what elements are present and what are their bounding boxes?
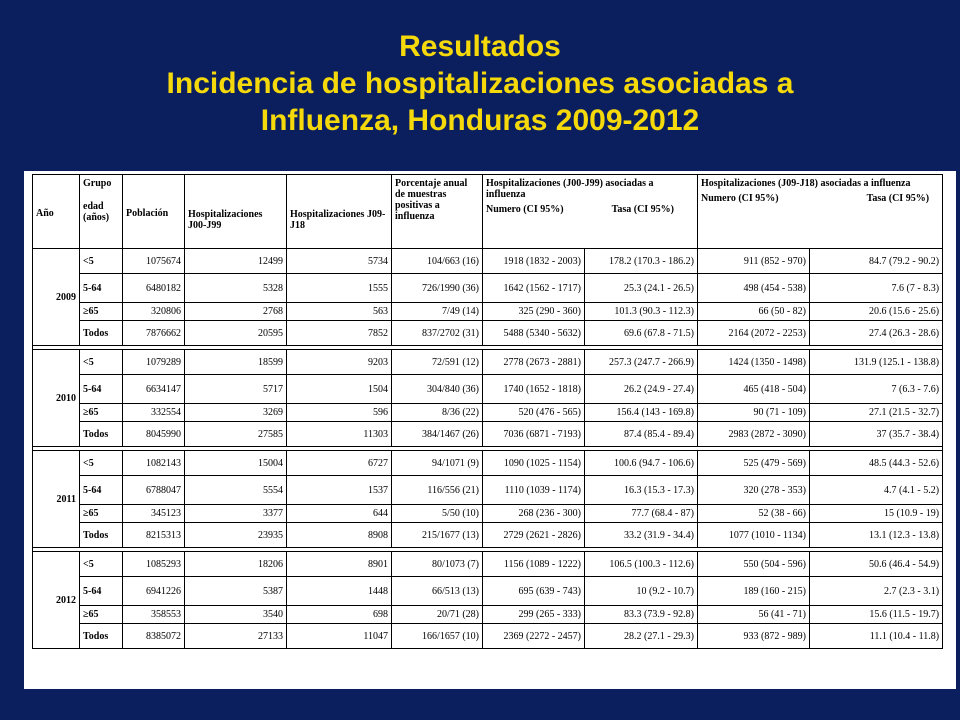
age-group-cell: ≥65 — [80, 303, 123, 321]
header-j09-rate: Tasa (CI 95%) — [866, 193, 930, 204]
j00-number-cell: 2778 (2673 - 2881) — [483, 350, 585, 375]
j09-rate-cell: 7 (6.3 - 7.6) — [810, 375, 943, 404]
header-hosp-j09: Hospitalizaciones J09-J18 — [287, 175, 392, 249]
j09-rate-cell: 50.6 (46.4 - 54.9) — [810, 552, 943, 577]
j09-number-cell: 465 (418 - 504) — [698, 375, 810, 404]
j09-rate-cell: 15.6 (11.5 - 19.7) — [810, 606, 943, 624]
header-j00-subheaders — [486, 204, 694, 215]
j00-number-cell: 299 (265 - 333) — [483, 606, 585, 624]
year-cell: 2009 — [33, 249, 80, 346]
header-hosp-j00: Hospitalizaciones J00-J99 — [185, 175, 287, 249]
population-cell: 6480182 — [123, 274, 185, 303]
hosp-j09-cell: 8901 — [287, 552, 392, 577]
hosp-j00-cell: 5328 — [185, 274, 287, 303]
j00-number-cell: 2729 (2621 - 2826) — [483, 523, 585, 548]
percent-cell: 80/1073 (7) — [392, 552, 483, 577]
header-group-line2: edad (años) — [83, 201, 110, 223]
age-group-cell: Todos — [80, 624, 123, 649]
age-group-cell: 5-64 — [80, 476, 123, 505]
percent-cell: 104/663 (16) — [392, 249, 483, 274]
j09-rate-cell: 11.1 (10.4 - 11.8) — [810, 624, 943, 649]
j00-rate-cell: 156.4 (143 - 169.8) — [585, 404, 698, 422]
age-group-cell: <5 — [80, 249, 123, 274]
j09-rate-cell: 27.1 (21.5 - 32.7) — [810, 404, 943, 422]
hosp-j00-cell: 3540 — [185, 606, 287, 624]
hosp-j00-cell: 5387 — [185, 577, 287, 606]
table-row — [33, 577, 943, 606]
hosp-j09-cell: 1448 — [287, 577, 392, 606]
hosp-j09-cell: 11303 — [287, 422, 392, 447]
table-panel — [24, 171, 956, 689]
percent-cell: 116/556 (21) — [392, 476, 483, 505]
table-row — [33, 505, 943, 523]
age-group-cell: Todos — [80, 422, 123, 447]
table-row — [33, 422, 943, 447]
j00-number-cell: 1110 (1039 - 1174) — [483, 476, 585, 505]
age-group-cell: ≥65 — [80, 404, 123, 422]
header-j09-group — [698, 175, 943, 249]
header-population: Población — [123, 175, 185, 249]
age-group-cell: 5-64 — [80, 274, 123, 303]
hosp-j00-cell: 3269 — [185, 404, 287, 422]
j00-rate-cell: 101.3 (90.3 - 112.3) — [585, 303, 698, 321]
header-j09-group-label: Hospitalizaciones (J09-J18) asociadas a influenza — [701, 178, 911, 189]
percent-cell: 166/1657 (10) — [392, 624, 483, 649]
j00-rate-cell: 178.2 (170.3 - 186.2) — [585, 249, 698, 274]
table-row — [33, 624, 943, 649]
table-row — [33, 552, 943, 577]
population-cell: 358553 — [123, 606, 185, 624]
j00-rate-cell: 16.3 (15.3 - 17.3) — [585, 476, 698, 505]
table-row — [33, 523, 943, 548]
j00-number-cell: 7036 (6871 - 7193) — [483, 422, 585, 447]
j09-number-cell: 52 (38 - 66) — [698, 505, 810, 523]
age-group-cell: <5 — [80, 552, 123, 577]
j09-number-cell: 1424 (1350 - 1498) — [698, 350, 810, 375]
j09-number-cell: 933 (872 - 989) — [698, 624, 810, 649]
j09-rate-cell: 84.7 (79.2 - 90.2) — [810, 249, 943, 274]
j00-number-cell: 695 (639 - 743) — [483, 577, 585, 606]
percent-cell: 72/591 (12) — [392, 350, 483, 375]
hosp-j00-cell: 3377 — [185, 505, 287, 523]
header-j00-group-label: Hospitalizaciones (J00-J99) asociadas a influenza — [486, 178, 654, 200]
j09-rate-cell: 13.1 (12.3 - 13.8) — [810, 523, 943, 548]
hosp-j09-cell: 1537 — [287, 476, 392, 505]
j00-number-cell: 268 (236 - 300) — [483, 505, 585, 523]
j00-number-cell: 1642 (1562 - 1717) — [483, 274, 585, 303]
j00-rate-cell: 257.3 (247.7 - 266.9) — [585, 350, 698, 375]
header-age-group — [80, 175, 123, 249]
hosp-j00-cell: 5554 — [185, 476, 287, 505]
title-line-1: Resultados — [399, 30, 561, 63]
j00-rate-cell: 33.2 (31.9 - 34.4) — [585, 523, 698, 548]
j09-rate-cell: 131.9 (125.1 - 138.8) — [810, 350, 943, 375]
j00-number-cell: 325 (290 - 360) — [483, 303, 585, 321]
age-group-cell: Todos — [80, 321, 123, 346]
hosp-j09-cell: 7852 — [287, 321, 392, 346]
hosp-j00-cell: 23935 — [185, 523, 287, 548]
j00-number-cell: 1740 (1652 - 1818) — [483, 375, 585, 404]
j00-rate-cell: 69.6 (67.8 - 71.5) — [585, 321, 698, 346]
j09-number-cell: 56 (41 - 71) — [698, 606, 810, 624]
j09-number-cell: 66 (50 - 82) — [698, 303, 810, 321]
hosp-j09-cell: 6727 — [287, 451, 392, 476]
population-cell: 1085293 — [123, 552, 185, 577]
table-row — [33, 321, 943, 346]
j09-rate-cell: 4.7 (4.1 - 5.2) — [810, 476, 943, 505]
population-cell: 8385072 — [123, 624, 185, 649]
j00-rate-cell: 100.6 (94.7 - 106.6) — [585, 451, 698, 476]
j09-rate-cell: 27.4 (26.3 - 28.6) — [810, 321, 943, 346]
j00-number-cell: 1090 (1025 - 1154) — [483, 451, 585, 476]
percent-cell: 94/1071 (9) — [392, 451, 483, 476]
header-j09-subheaders — [701, 193, 939, 204]
population-cell: 8045990 — [123, 422, 185, 447]
year-cell: 2012 — [33, 552, 80, 649]
percent-cell: 384/1467 (26) — [392, 422, 483, 447]
age-group-cell: ≥65 — [80, 505, 123, 523]
j09-number-cell: 498 (454 - 538) — [698, 274, 810, 303]
hosp-j00-cell: 27133 — [185, 624, 287, 649]
j09-number-cell: 90 (71 - 109) — [698, 404, 810, 422]
table-row — [33, 350, 943, 375]
j00-number-cell: 1918 (1832 - 2003) — [483, 249, 585, 274]
year-cell: 2010 — [33, 350, 80, 447]
table-row — [33, 606, 943, 624]
j09-rate-cell: 7.6 (7 - 8.3) — [810, 274, 943, 303]
hosp-j00-cell: 18206 — [185, 552, 287, 577]
j00-number-cell: 520 (476 - 565) — [483, 404, 585, 422]
population-cell: 6941226 — [123, 577, 185, 606]
title-line-3: Influenza, Honduras 2009-2012 — [260, 104, 700, 137]
hosp-j09-cell: 698 — [287, 606, 392, 624]
population-cell: 8215313 — [123, 523, 185, 548]
percent-cell: 5/50 (10) — [392, 505, 483, 523]
hosp-j09-cell: 8908 — [287, 523, 392, 548]
table-body — [33, 249, 943, 649]
hosp-j09-cell: 644 — [287, 505, 392, 523]
population-cell: 7876662 — [123, 321, 185, 346]
hosp-j00-cell: 12499 — [185, 249, 287, 274]
j09-number-cell: 2983 (2872 - 3090) — [698, 422, 810, 447]
j00-number-cell: 5488 (5340 - 5632) — [483, 321, 585, 346]
j00-rate-cell: 10 (9.2 - 10.7) — [585, 577, 698, 606]
age-group-cell: 5-64 — [80, 375, 123, 404]
percent-cell: 66/513 (13) — [392, 577, 483, 606]
j09-rate-cell: 37 (35.7 - 38.4) — [810, 422, 943, 447]
population-cell: 6788047 — [123, 476, 185, 505]
j00-rate-cell: 26.2 (24.9 - 27.4) — [585, 375, 698, 404]
table-row — [33, 249, 943, 274]
age-group-cell: <5 — [80, 350, 123, 375]
table-row — [33, 303, 943, 321]
table-row — [33, 404, 943, 422]
hosp-j00-cell: 5717 — [185, 375, 287, 404]
j09-rate-cell: 20.6 (15.6 - 25.6) — [810, 303, 943, 321]
age-group-cell: ≥65 — [80, 606, 123, 624]
j00-rate-cell: 77.7 (68.4 - 87) — [585, 505, 698, 523]
percent-cell: 20/71 (28) — [392, 606, 483, 624]
slide-title — [0, 28, 960, 139]
hosp-j00-cell: 27585 — [185, 422, 287, 447]
j00-rate-cell: 25.3 (24.1 - 26.5) — [585, 274, 698, 303]
hosp-j09-cell: 596 — [287, 404, 392, 422]
header-j00-group — [483, 175, 698, 249]
hosp-j09-cell: 9203 — [287, 350, 392, 375]
hosp-j00-cell: 2768 — [185, 303, 287, 321]
percent-cell: 7/49 (14) — [392, 303, 483, 321]
hosp-j09-cell: 563 — [287, 303, 392, 321]
header-percent-positive: Porcentaje anual de muestras positivas a influenza — [392, 175, 483, 249]
table-row — [33, 451, 943, 476]
population-cell: 332554 — [123, 404, 185, 422]
age-group-cell: 5-64 — [80, 577, 123, 606]
table-row — [33, 375, 943, 404]
j00-number-cell: 2369 (2272 - 2457) — [483, 624, 585, 649]
percent-cell: 304/840 (36) — [392, 375, 483, 404]
j09-number-cell: 911 (852 - 970) — [698, 249, 810, 274]
age-group-cell: <5 — [80, 451, 123, 476]
age-group-cell: Todos — [80, 523, 123, 548]
j00-rate-cell: 83.3 (73.9 - 92.8) — [585, 606, 698, 624]
header-group-line1: Grupo — [83, 178, 112, 189]
j09-number-cell: 525 (479 - 569) — [698, 451, 810, 476]
title-line-2: Incidencia de hospitalizaciones asociadas a — [166, 67, 794, 100]
hosp-j00-cell: 18599 — [185, 350, 287, 375]
percent-cell: 726/1990 (36) — [392, 274, 483, 303]
header-j00-rate: Tasa (CI 95%) — [611, 204, 675, 215]
j00-rate-cell: 106.5 (100.3 - 112.6) — [585, 552, 698, 577]
header-j00-number: Numero (CI 95%) — [486, 204, 564, 215]
population-cell: 1082143 — [123, 451, 185, 476]
population-cell: 6634147 — [123, 375, 185, 404]
j09-number-cell: 2164 (2072 - 2253) — [698, 321, 810, 346]
hosp-j09-cell: 1504 — [287, 375, 392, 404]
percent-cell: 837/2702 (31) — [392, 321, 483, 346]
j09-number-cell: 1077 (1010 - 1134) — [698, 523, 810, 548]
j09-number-cell: 550 (504 - 596) — [698, 552, 810, 577]
population-cell: 1079289 — [123, 350, 185, 375]
j09-rate-cell: 15 (10.9 - 19) — [810, 505, 943, 523]
j00-rate-cell: 28.2 (27.1 - 29.3) — [585, 624, 698, 649]
j09-rate-cell: 2.7 (2.3 - 3.1) — [810, 577, 943, 606]
j09-rate-cell: 48.5 (44.3 - 52.6) — [810, 451, 943, 476]
hosp-j00-cell: 15004 — [185, 451, 287, 476]
j00-number-cell: 1156 (1089 - 1222) — [483, 552, 585, 577]
year-cell: 2011 — [33, 451, 80, 548]
j09-number-cell: 320 (278 - 353) — [698, 476, 810, 505]
hosp-j00-cell: 20595 — [185, 321, 287, 346]
results-table — [32, 174, 943, 649]
population-cell: 345123 — [123, 505, 185, 523]
hosp-j09-cell: 1555 — [287, 274, 392, 303]
table-row — [33, 274, 943, 303]
population-cell: 1075674 — [123, 249, 185, 274]
population-cell: 320806 — [123, 303, 185, 321]
header-j09-number: Numero (CI 95%) — [701, 193, 779, 204]
header-year: Año — [33, 175, 80, 249]
table-row — [33, 476, 943, 505]
percent-cell: 215/1677 (13) — [392, 523, 483, 548]
hosp-j09-cell: 11047 — [287, 624, 392, 649]
j00-rate-cell: 87.4 (85.4 - 89.4) — [585, 422, 698, 447]
percent-cell: 8/36 (22) — [392, 404, 483, 422]
j09-number-cell: 189 (160 - 215) — [698, 577, 810, 606]
hosp-j09-cell: 5734 — [287, 249, 392, 274]
header-row — [33, 175, 943, 249]
